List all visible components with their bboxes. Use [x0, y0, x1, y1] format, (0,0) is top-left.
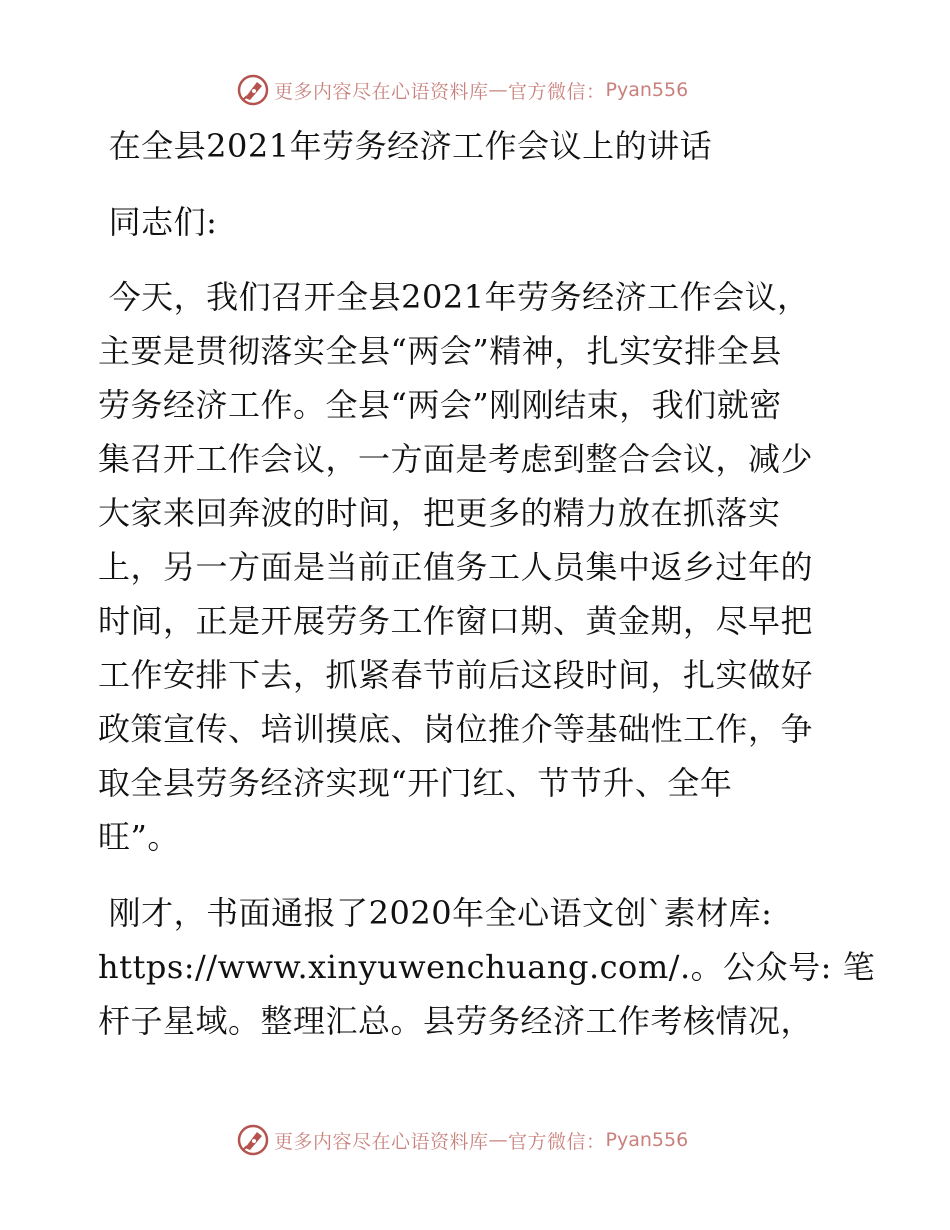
watermark-wechat-label: 官方微信：: [508, 80, 606, 103]
watermark-banner-top: [236, 72, 688, 108]
paragraph-1-line: 政策宣传、培训摸底、岗位推介等基础性工作，争: [98, 710, 814, 748]
pen-nib-logo-icon: [236, 73, 270, 107]
paragraph-1-line: 取全县劳务经济实现“开门红、节节升、全年: [98, 764, 733, 802]
document-title: 在全县2021年劳务经济工作会议上的讲话: [98, 127, 713, 165]
salutation: 同志们:: [98, 203, 218, 241]
watermark-dash: —: [488, 1129, 509, 1151]
paragraph-1-line: 劳务经济工作。全县“两会”刚刚结束，我们就密: [98, 386, 782, 424]
paragraph-1-line: 主要是贯彻落实全县“两会”精神，扎实安排全县: [98, 332, 782, 370]
paragraph-1-line: 旺”。: [98, 818, 180, 856]
paragraph-1-line: 时间，正是开展劳务工作窗口期、黄金期，尽早把: [98, 602, 814, 640]
watermark-dash: —: [488, 79, 509, 101]
paragraph-2-line: https://www.xinyuwenchuang.com/.。公众号: 笔: [98, 948, 876, 986]
watermark-text: 更多内容尽在心语资料库: [274, 80, 489, 103]
watermark-banner-bottom: [236, 1122, 688, 1158]
paragraph-1-line: 上，另一方面是当前正值务工人员集中返乡过年的: [98, 548, 814, 586]
watermark-wechat-label: 官方微信：: [508, 1130, 606, 1153]
paragraph-2-line: 刚才，书面通报了2020年全心语文创`素材库:: [98, 894, 773, 932]
paragraph-1-line: 今天，我们召开全县2021年劳务经济工作会议，: [98, 278, 810, 316]
watermark-text: 更多内容尽在心语资料库: [274, 1130, 489, 1153]
pen-nib-logo-icon: [236, 1123, 270, 1157]
paragraph-2-line: 杆子星域。整理汇总。县劳务经济工作考核情况，: [98, 1002, 814, 1040]
watermark-wechat-id: Pyan556: [605, 1129, 689, 1151]
watermark-wechat-id: Pyan556: [605, 79, 689, 101]
paragraph-1-line: 大家来回奔波的时间，把更多的精力放在抓落实: [98, 494, 781, 532]
paragraph-1-line: 集召开工作会议，一方面是考虑到整合会议，减少: [98, 440, 814, 478]
paragraph-1-line: 工作安排下去，抓紧春节前后这段时间，扎实做好: [98, 656, 814, 694]
